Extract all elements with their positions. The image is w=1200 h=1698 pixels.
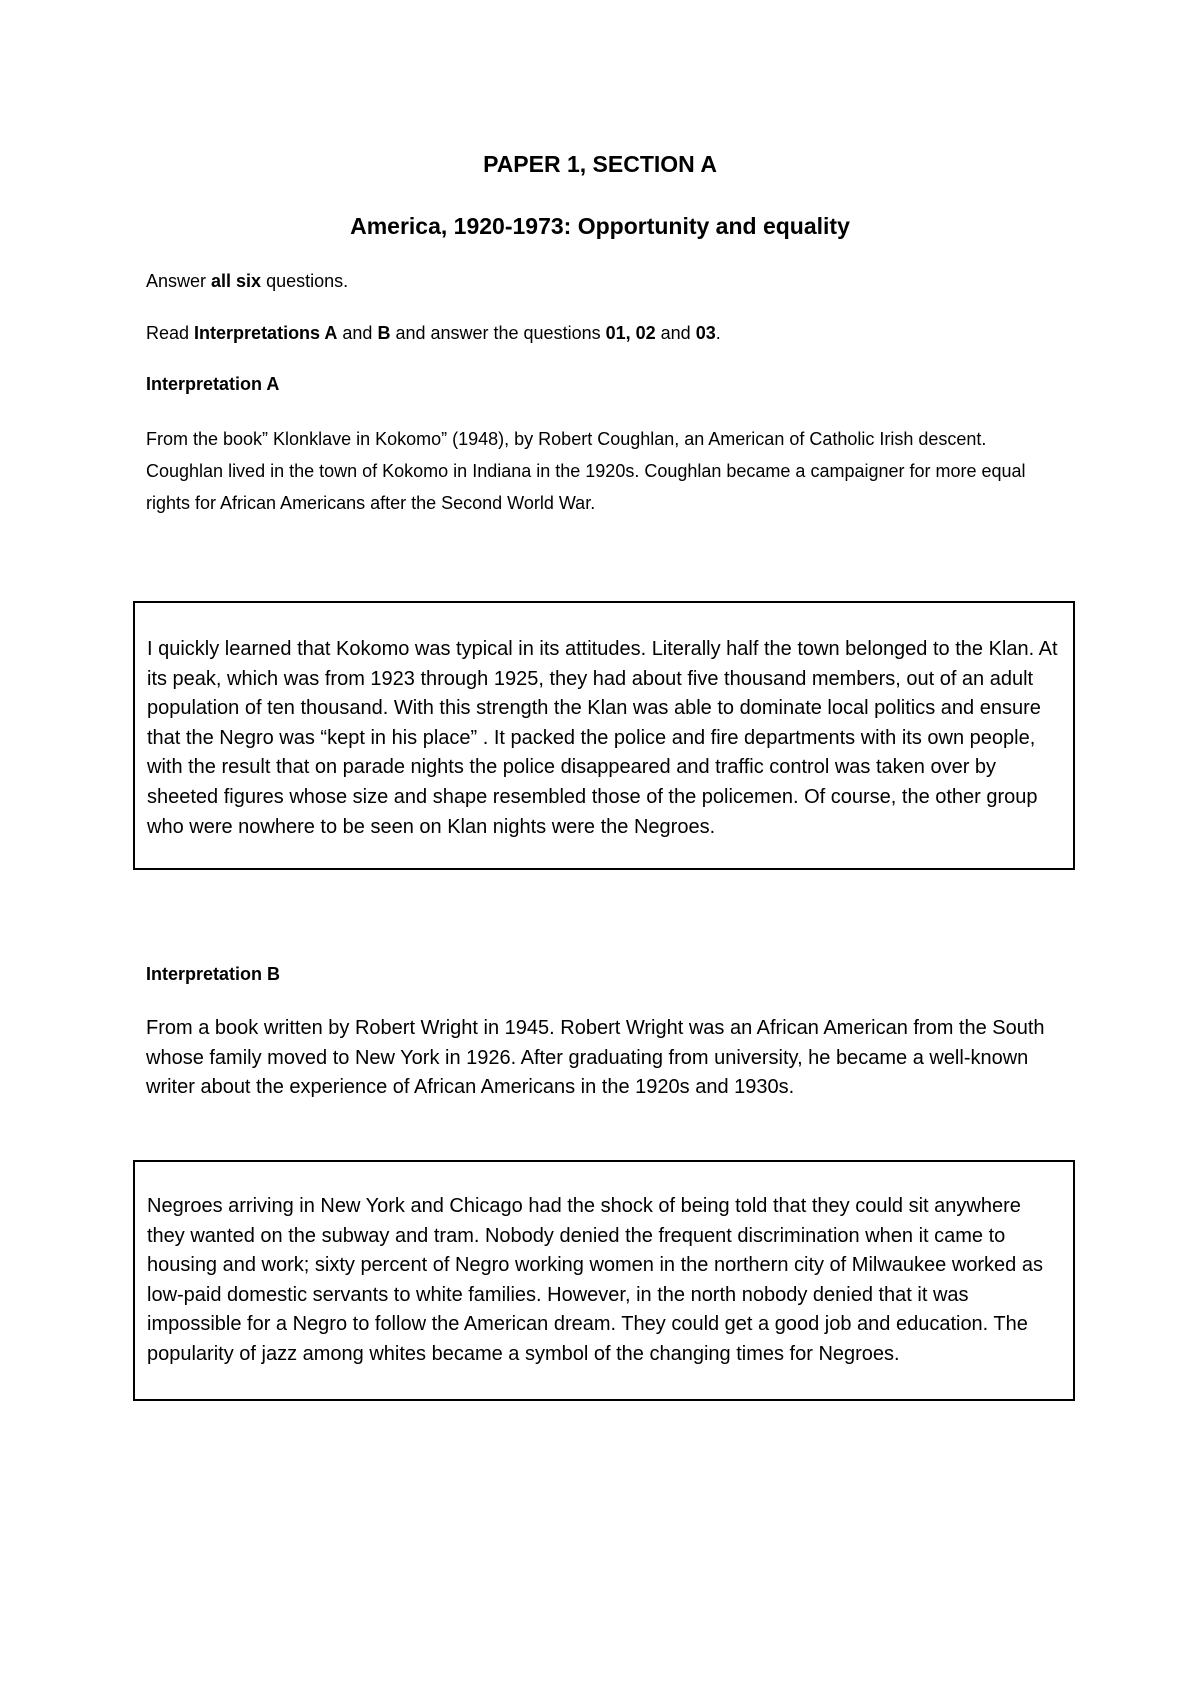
instruction-text: Answer: [146, 271, 212, 291]
instruction-emphasis: 01, 02: [605, 323, 656, 343]
interpretation-a-extract: I quickly learned that Kokomo was typical in its attitudes. Literally half the town belonged to the Klan. At its peak, which was from 1923 through 1925, they had about five thousand members, out of an adult population of ten thousand. With this strength the Klan was able to dominate local politics and ensure that the Negro was “kept in his place” . It packed the police and fire departments with its own people, with the result that on parade nights the police disappeared and traffic control was taken over by sheeted figures whose size and shape resembled those of the policemen. Of course, the other group who were nowhere to be seen on Klan nights were the Negroes.: [147, 638, 1058, 838]
paper-heading: PAPER 1, SECTION A: [483, 151, 717, 177]
instruction-text: Read: [146, 323, 195, 343]
instruction-emphasis: Interpretations A: [194, 323, 338, 343]
interpretation-a-provenance: From the book” Klonklave in Kokomo” (1948), by Robert Coughlan, an American of Catholic Irish descent. Coughlan lived in the town of Kokomo in Indiana in the 1920s. Coughlan became a campaigner for more equal rights for African Americans after the Second World War.: [146, 429, 1026, 513]
interpretation-b-extract: Negroes arriving in New York and Chicago had the shock of being told that they could sit anywhere they wanted on the subway and tram. Nobody denied the frequent discrimination when it came to housing and work; sixty percent of Negro working women in the northern city of Milwaukee worked as low-paid domestic servants to white families. However, in the north nobody denied that it was impossible for a Negro to follow the American dream. They could get a good job and education. The popularity of jazz among whites became a symbol of the changing times for Negroes.: [147, 1195, 1043, 1365]
topic-heading: America, 1920-1973: Opportunity and equality: [350, 213, 850, 239]
interpretation-b-provenance: From a book written by Robert Wright in 1945. Robert Wright was an African American from the South whose family moved to New York in 1926. After graduating from university, he became a well-known writer about the experience of African Americans in the 1920s and 1930s.: [146, 1017, 1045, 1099]
instruction-answer-all: [146, 269, 348, 293]
instruction-text: questions.: [261, 271, 349, 291]
instruction-emphasis: B: [377, 323, 391, 343]
instruction-text: and: [655, 323, 696, 343]
interpretation-a-heading: Interpretation A: [146, 374, 280, 394]
instruction-text: and answer the questions: [390, 323, 606, 343]
instruction-emphasis: 03: [695, 323, 716, 343]
interpretation-a-extract-box: [133, 601, 1075, 870]
instruction-text: and: [337, 323, 378, 343]
interpretation-b-extract-box: [133, 1160, 1075, 1401]
instruction-text: .: [715, 323, 721, 343]
instruction-emphasis: all six: [211, 271, 262, 291]
interpretation-b-heading: Interpretation B: [146, 964, 281, 984]
instruction-read-interpretations: [146, 321, 721, 345]
